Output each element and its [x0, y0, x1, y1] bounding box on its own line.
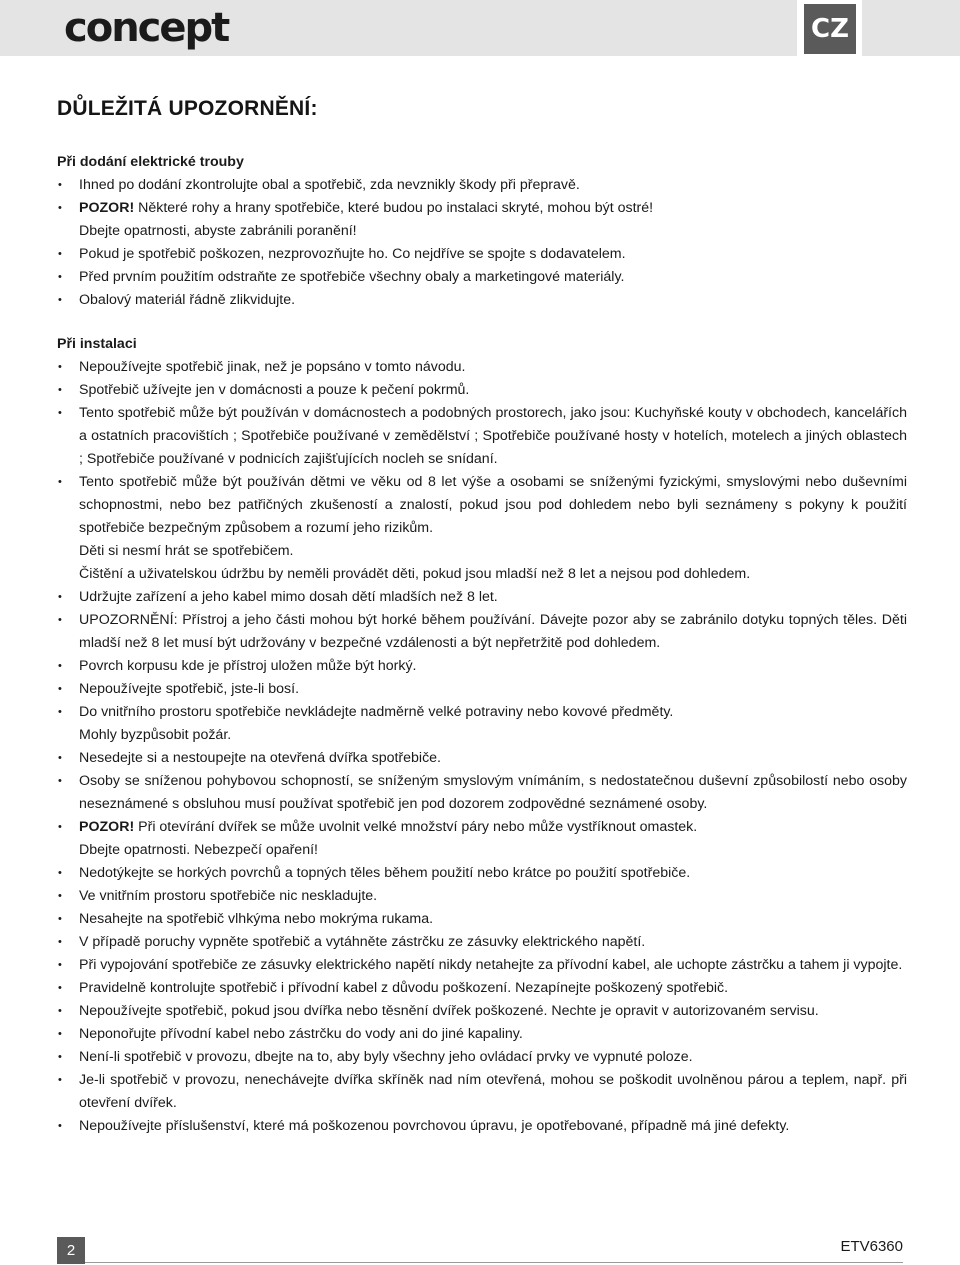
language-badge: CZ — [804, 4, 856, 54]
brand-logo: concept — [64, 5, 229, 51]
list-item: • Není-li spotřebič v provozu, dbejte na to, aby byly všechny jeho ovládací prvky ve vypnuté poloze. — [57, 1046, 907, 1069]
section-heading-installation: Při instalaci — [57, 336, 137, 352]
list-item: • Neponořujte přívodní kabel nebo zástrčku do vody ani do jiné kapaliny. — [57, 1023, 907, 1046]
list-item: • Nepoužívejte spotřebič, pokud jsou dvířka nebo těsnění dvířek poškozené. Nechte je opravit v autorizovaném servisu. — [57, 1000, 907, 1023]
list-item: • Obalový materiál řádně zlikvidujte. — [57, 289, 907, 312]
list-item: • Ve vnitřním prostoru spotřebiče nic neskladujte. — [57, 885, 907, 908]
list-item: • UPOZORNĚNÍ: Přístroj a jeho části mohou být horké během používání. Dávejte pozor aby se zabránilo dotyku topných těles. Děti mladší než 8 let musí být udržovány v bezpečné vzdálenosti a být nepřetržitě pod dohledem. — [57, 609, 907, 655]
header-bar-right — [862, 0, 960, 56]
list-item: • Tento spotřebič může být používán dětmi ve věku od 8 let výše a osobami se sníženými fyzickými, smyslovými nebo duševními schopnostmi, nebo bez patřičných zkušeností a znalostí, pokud jsou pod dohledem nebo byli seznámeny s pokyny k použití spotřebiče bezpečným způsobem a rozumí jeho rizikům. Děti si nesmí hrát se spotřebičem. Čištění a uživatelskou údržbu by neměli provádět děti, pokud jsou mladší než 8 let a nejsou pod dohledem. — [57, 471, 907, 586]
list-item: • Do vnitřního prostoru spotřebiče nevkládejte nadměrně velké potraviny nebo kovové předměty. Mohly byzpůsobit požár. — [57, 701, 907, 747]
model-number: ETV6360 — [840, 1238, 903, 1255]
list-item: • Je-li spotřebič v provozu, nenechávejte dvířka skříněk nad ním otevřená, mohou se poškodit uvolněnou párou a teplem, např. při otevření dvířek. — [57, 1069, 907, 1115]
footer-divider — [85, 1262, 903, 1263]
list-item: • Nepoužívejte spotřebič, jste-li bosí. — [57, 678, 907, 701]
installation-list — [57, 356, 907, 1138]
list-item: • Ihned po dodání zkontrolujte obal a spotřebič, zda nevznikly škody při přepravě. — [57, 174, 907, 197]
list-item: • Před prvním použitím odstraňte ze spotřebiče všechny obaly a marketingové materiály. — [57, 266, 907, 289]
list-item: • Při vypojování spotřebiče ze zásuvky elektrického napětí nikdy netahejte za přívodní kabel, ale uchopte zástrčku a tahem ji vypojte. — [57, 954, 907, 977]
list-item: • Nesedejte si a nestoupejte na otevřená dvířka spotřebiče. — [57, 747, 907, 770]
list-item: • POZOR! Některé rohy a hrany spotřebiče, které budou po instalaci skryté, mohou být ostré! Dbejte opatrnosti, abyste zabránili poranění! — [57, 197, 907, 243]
list-item: • Udržujte zařízení a jeho kabel mimo dosah dětí mladších než 8 let. — [57, 586, 907, 609]
warning-label: POZOR! — [79, 200, 135, 216]
warning-label: POZOR! — [79, 819, 135, 835]
list-item: • POZOR! Při otevírání dvířek se může uvolnit velké množství páry nebo může vystříknout omastek. Dbejte opatrnosti. Nebezpečí opaření! — [57, 816, 907, 862]
list-item: • Nepoužívejte příslušenství, které má poškozenou povrchovou úpravu, je opotřebované, případně má jiné defekty. — [57, 1115, 907, 1138]
page-number: 2 — [57, 1237, 85, 1264]
list-item: • V případě poruchy vypněte spotřebič a vytáhněte zástrčku ze zásuvky elektrického napětí. — [57, 931, 907, 954]
list-item: • Pokud je spotřebič poškozen, nezprovozňujte ho. Co nejdříve se spojte s dodavatelem. — [57, 243, 907, 266]
list-item: • Povrch korpusu kde je přístroj uložen může být horký. — [57, 655, 907, 678]
list-item: • Spotřebič užívejte jen v domácnosti a pouze k pečení pokrmů. — [57, 379, 907, 402]
page-title: DŮLEŽITÁ UPOZORNĚNÍ: — [57, 97, 318, 120]
document-body — [57, 95, 907, 1138]
list-item: • Osoby se sníženou pohybovou schopností, se sníženým smyslovým vnímáním, s nedostatečnou duševní způsobilostí nebo osoby neseznámené s obsluhou musí používat spotřebič jen pod dozorem zodpovědné seznámené osoby. — [57, 770, 907, 816]
list-item: • Nedotýkejte se horkých povrchů a topných těles během použití nebo krátce po použití spotřebiče. — [57, 862, 907, 885]
list-item: • Tento spotřebič může být používán v domácnostech a podobných prostorech, jako jsou: Kuchyňské kouty v obchodech, kancelářích a ostatních pracovištích ; Spotřebiče používané v zemědělství ; Spotřebiče používané hosty v hotelích, motelech a jiných oblastech ; Spotřebiče používané v podnicích zajišťujících nocleh se snídaní. — [57, 402, 907, 471]
delivery-list — [57, 174, 907, 312]
list-item: • Nesahejte na spotřebič vlhkýma nebo mokrýma rukama. — [57, 908, 907, 931]
list-item: • Nepoužívejte spotřebič jinak, než je popsáno v tomto návodu. — [57, 356, 907, 379]
list-item: • Pravidelně kontrolujte spotřebič i přívodní kabel z důvodu poškození. Nezapínejte poškozený spotřebič. — [57, 977, 907, 1000]
section-heading-delivery: Při dodání elektrické trouby — [57, 154, 244, 170]
